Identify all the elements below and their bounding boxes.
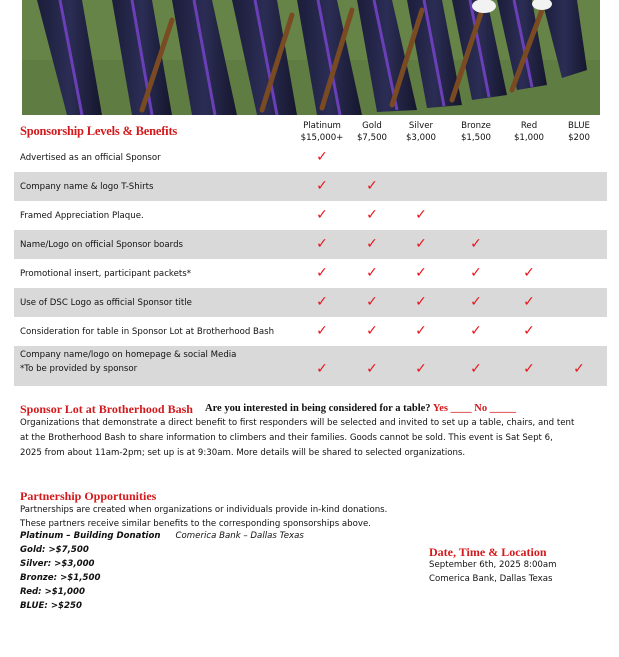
check-icon: ✓ <box>366 361 378 377</box>
check-icon: ✓ <box>316 206 328 223</box>
tier-red: Red: >$1,000 <box>20 587 85 597</box>
body-line: at the Brotherhood Bash to share information to climbers and their families. Goods cannot be sold. This event is Sat Sept 6, <box>20 433 553 443</box>
tier-blue: BLUE: >$250 <box>20 601 82 611</box>
check-icon: ✓ <box>415 322 427 339</box>
benefit-row <box>14 317 607 346</box>
level-price: $7,500 <box>356 133 388 143</box>
benefit-row <box>14 172 607 201</box>
partnership-title: Partnership Opportunities <box>20 489 157 503</box>
level-blue <box>549 120 609 144</box>
platinum-label: Platinum – Building Donation <box>20 531 161 541</box>
level-name: Silver <box>408 121 434 131</box>
check-icon: ✓ <box>523 293 535 310</box>
benefit-label: Promotional insert, participant packets* <box>20 268 192 279</box>
table-interest-question <box>205 403 516 414</box>
benefit-note: *To be provided by sponsor <box>20 364 138 374</box>
benefit-row <box>14 144 607 172</box>
check-icon: ✓ <box>523 322 535 339</box>
level-price: $1,500 <box>460 133 492 143</box>
check-icon: ✓ <box>316 264 328 281</box>
event-location: Comerica Bank, Dallas Texas <box>429 574 553 584</box>
check-icon: ✓ <box>415 293 427 310</box>
level-silver <box>391 120 451 144</box>
level-price: $200 <box>568 133 590 143</box>
partnership-line: These partners receive similar benefits to the corresponding sponsorships above. <box>20 519 371 529</box>
check-icon: ✓ <box>316 149 328 165</box>
benefit-label: Advertised as an official Sponsor <box>20 153 161 163</box>
check-icon: ✓ <box>316 177 328 194</box>
tier-gold: Gold: >$7,500 <box>20 545 89 555</box>
benefit-row <box>14 201 607 230</box>
check-icon: ✓ <box>415 361 427 377</box>
check-icon: ✓ <box>470 361 482 377</box>
check-icon: ✓ <box>415 264 427 281</box>
check-icon: ✓ <box>366 206 378 223</box>
question-text: Are you interested in being considered for a table? <box>205 403 431 414</box>
check-icon: ✓ <box>470 264 482 281</box>
partnership-line: Partnerships are created when organizations or individuals provide in-kind donations. <box>20 505 388 515</box>
level-name: Gold <box>362 121 382 131</box>
level-name: Bronze <box>461 121 491 131</box>
sponsor-lot-body <box>20 416 574 461</box>
event-title: Date, Time & Location <box>429 545 547 559</box>
platinum-company: Comerica Bank – Dallas Texas <box>175 531 304 541</box>
benefit-label: Company name & logo T-Shirts <box>20 181 154 192</box>
benefit-label: Name/Logo on official Sponsor boards <box>20 239 183 250</box>
body-line: 2025 from about 11am-2pm; set up is at 9:30am. More details will be shared to selected organizations. <box>20 448 466 458</box>
check-icon: ✓ <box>415 235 427 252</box>
no-blank: No _____ <box>474 403 516 414</box>
check-icon: ✓ <box>366 177 378 194</box>
level-price: $3,000 <box>405 133 437 143</box>
sponsor-lot-title: Sponsor Lot at Brotherhood Bash <box>20 402 193 416</box>
check-icon: ✓ <box>470 293 482 310</box>
benefit-row <box>14 346 607 386</box>
partnership-description <box>20 503 387 531</box>
level-name: BLUE <box>568 121 590 131</box>
check-icon: ✓ <box>415 206 427 223</box>
check-icon: ✓ <box>366 293 378 310</box>
benefit-row <box>14 259 607 288</box>
check-icon: ✓ <box>316 322 328 339</box>
benefit-label-line: Company name/logo on homepage & social Media <box>20 350 237 360</box>
benefit-label: Framed Appreciation Plaque. <box>20 210 144 221</box>
check-icon: ✓ <box>523 361 535 377</box>
header-photo <box>22 0 600 115</box>
check-icon: ✓ <box>366 235 378 252</box>
check-icon: ✓ <box>316 361 328 377</box>
platinum-partner <box>20 531 304 541</box>
check-icon: ✓ <box>523 264 535 281</box>
level-name: Platinum <box>303 121 341 131</box>
tier-silver: Silver: >$3,000 <box>20 559 95 569</box>
sponsorship-levels-title: Sponsorship Levels & Benefits <box>20 124 178 138</box>
benefit-label <box>20 348 236 376</box>
level-bronze <box>446 120 506 144</box>
yes-blank: Yes ____ <box>432 403 472 414</box>
check-icon: ✓ <box>366 322 378 339</box>
check-icon: ✓ <box>573 361 585 377</box>
tier-bronze: Bronze: >$1,500 <box>20 573 101 583</box>
benefit-label: Use of DSC Logo as official Sponsor title <box>20 297 192 308</box>
check-icon: ✓ <box>316 293 328 310</box>
check-icon: ✓ <box>470 322 482 339</box>
event-date: September 6th, 2025 8:00am <box>429 560 557 570</box>
check-icon: ✓ <box>316 235 328 252</box>
level-price: $1,000 <box>513 133 545 143</box>
level-price: $15,000+ <box>300 133 344 143</box>
level-name: Red <box>520 121 538 131</box>
benefit-label: Consideration for table in Sponsor Lot at Brotherhood Bash <box>20 326 275 337</box>
check-icon: ✓ <box>470 235 482 252</box>
body-line: Organizations that demonstrate a direct benefit to first responders will be selected and invited to set up a table, chairs, and tent <box>20 418 575 428</box>
benefit-row <box>14 230 607 259</box>
check-icon: ✓ <box>366 264 378 281</box>
event-details <box>429 558 557 586</box>
benefit-row <box>14 288 607 317</box>
